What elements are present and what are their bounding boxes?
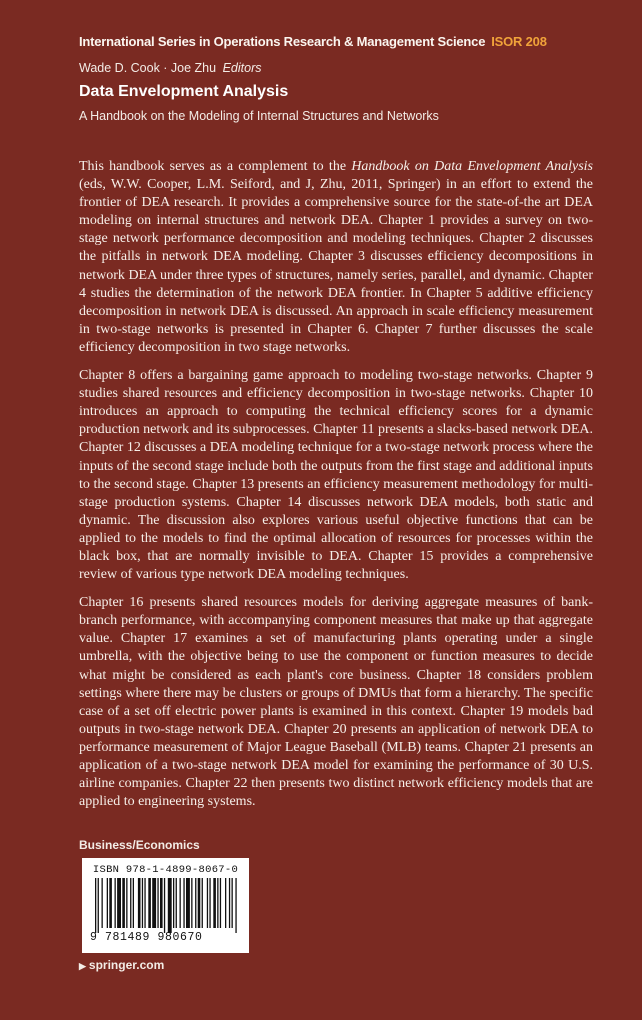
barcode-bar bbox=[122, 878, 125, 928]
barcode-bar bbox=[101, 878, 102, 928]
barcode-bar bbox=[228, 878, 229, 928]
isbn-label: ISBN 978-1-4899-8067-0 bbox=[92, 864, 239, 876]
barcode-bar bbox=[148, 878, 151, 928]
paragraph-1-lead: This handbook serves as a complement to the bbox=[79, 159, 352, 174]
barcode-bars bbox=[93, 878, 239, 933]
barcode-bar bbox=[213, 878, 216, 928]
category-label: Business/Economics bbox=[79, 838, 200, 852]
series-line bbox=[79, 34, 547, 49]
barcode-bar bbox=[235, 878, 236, 933]
barcode-bar bbox=[141, 878, 142, 928]
barcode-bar bbox=[106, 878, 107, 928]
barcode-bar bbox=[197, 878, 200, 928]
barcode-bar bbox=[219, 878, 220, 928]
barcode-bar bbox=[179, 878, 180, 928]
paragraph-1 bbox=[79, 158, 593, 357]
barcode-bar bbox=[231, 878, 232, 928]
book-subtitle: A Handbook on the Modeling of Internal Structures and Networks bbox=[79, 109, 439, 123]
barcode-bar bbox=[117, 878, 121, 928]
barcode-bar bbox=[114, 878, 115, 928]
ean-digits: 9 781489 980670 bbox=[90, 931, 203, 944]
publisher-site[interactable] bbox=[79, 958, 164, 972]
barcode-bar bbox=[201, 878, 202, 928]
editor-names: Wade D. Cook · Joe Zhu bbox=[79, 61, 217, 75]
barcode-bar bbox=[130, 878, 131, 928]
publisher-site-text: springer.com bbox=[88, 958, 165, 972]
triangle-arrow-icon: ▶ bbox=[79, 961, 86, 971]
barcode-bar bbox=[163, 878, 164, 933]
barcode-bar bbox=[157, 878, 158, 928]
paragraph-1-rest: (eds, W.W. Cooper, L.M. Seiford, and J, Zhu, 2011, Springer) in an effort to extend the frontier of DEA research. It provides a comprehensive source for the state-of-the art DEA modeling on internal structures and network DEA. Chapter 1 provides a survey on two-stage network performance decomposition and modeling techniques. Chapter 2 discusses the pitfalls in network DEA modeling. Chapter 3 discusses efficiency decompositions in network DEA under three types of structures, namely series, parallel, and dynamic. Chapter 4 studies the determination of the network DEA frontier. In Chapter 5 additive efficiency decomposition in network DEA is discussed. An approach in scale efficiency measurement in two-stage networks is presented in Chapter 6. Chapter 7 further discusses the scale efficiency decomposition in two stage networks. bbox=[79, 177, 593, 355]
barcode-bar bbox=[152, 878, 156, 928]
barcode-bar bbox=[109, 878, 112, 928]
barcode-bar bbox=[97, 878, 98, 933]
barcode-bar bbox=[144, 878, 145, 928]
isbn-barcode bbox=[82, 858, 249, 953]
barcode-bar bbox=[167, 878, 171, 933]
barcode-bar bbox=[186, 878, 190, 928]
barcode-bar bbox=[195, 878, 196, 928]
referenced-book-title: Handbook on Data Envelopment Analysis bbox=[351, 159, 593, 174]
barcode-bar bbox=[225, 878, 226, 928]
barcode-bar bbox=[132, 878, 133, 928]
barcode-bar bbox=[206, 878, 207, 928]
barcode-bar bbox=[160, 878, 163, 928]
series-code: ISOR 208 bbox=[491, 34, 547, 49]
barcode-bar bbox=[126, 878, 127, 928]
barcode-bar bbox=[183, 878, 184, 928]
barcode-bar bbox=[137, 878, 140, 928]
description-text bbox=[79, 158, 593, 821]
series-name: International Series in Operations Research & Management Science bbox=[79, 34, 486, 49]
barcode-bar bbox=[217, 878, 218, 928]
paragraph-2: Chapter 8 offers a bargaining game approach to modeling two-stage networks. Chapter 9 studies shared resources and efficiency decomposition in two-stage networks. Chapter 10 introduces an approach to computing the technical efficiency scores for a dynamic production network and its subprocesses. Chapter 11 presents a slacks-based network DEA. Chapter 12 discusses a DEA modeling technique for a two-stage network process where the inputs of the second stage include both the outputs from the first stage and additional inputs to the second stage. Chapter 13 presents an efficiency measurement methodology for multi-stage production systems. Chapter 14 discusses network DEA models, both static and dynamic. The discussion also explores various useful objective functions that can be applied to the models to find the optimal allocation of resources for processes within the black box, that are normally invisible to DEA. Chapter 15 provides a comprehensive review of various type network DEA modeling techniques. bbox=[79, 368, 593, 583]
editors-line bbox=[79, 61, 261, 75]
barcode-bar bbox=[191, 878, 192, 928]
paragraph-3: Chapter 16 presents shared resources models for deriving aggregate measures of bank-branch performance, with accompanying component measures that make up that aggregate value. Chapter 17 examines a set of manufacturing plants operating under a single umbrella, with the objective being to use the component or function measures to decide what might be considered as each plant's core business. Chapter 18 considers problem settings where there may be clusters or groups of DMUs that form a hierarchy. The specific case of a set off electric power plants is examined in this context. Chapter 19 models bad outputs in two-stage network DEA. Chapter 20 presents an application of network DEA to performance measurement of Major League Baseball (MLB) teams. Chapter 21 presents an application of a two-stage network DEA model for examining the performance of 30 U.S. airline companies. Chapter 22 then presents two distinct network efficiency models that are applied to engineering systems. bbox=[79, 595, 593, 810]
book-title: Data Envelopment Analysis bbox=[79, 83, 289, 100]
editors-role: Editors bbox=[222, 61, 262, 75]
barcode-bar bbox=[173, 878, 174, 928]
barcode-bar bbox=[209, 878, 210, 928]
barcode-bar bbox=[175, 878, 176, 928]
barcode-bar bbox=[95, 878, 96, 933]
